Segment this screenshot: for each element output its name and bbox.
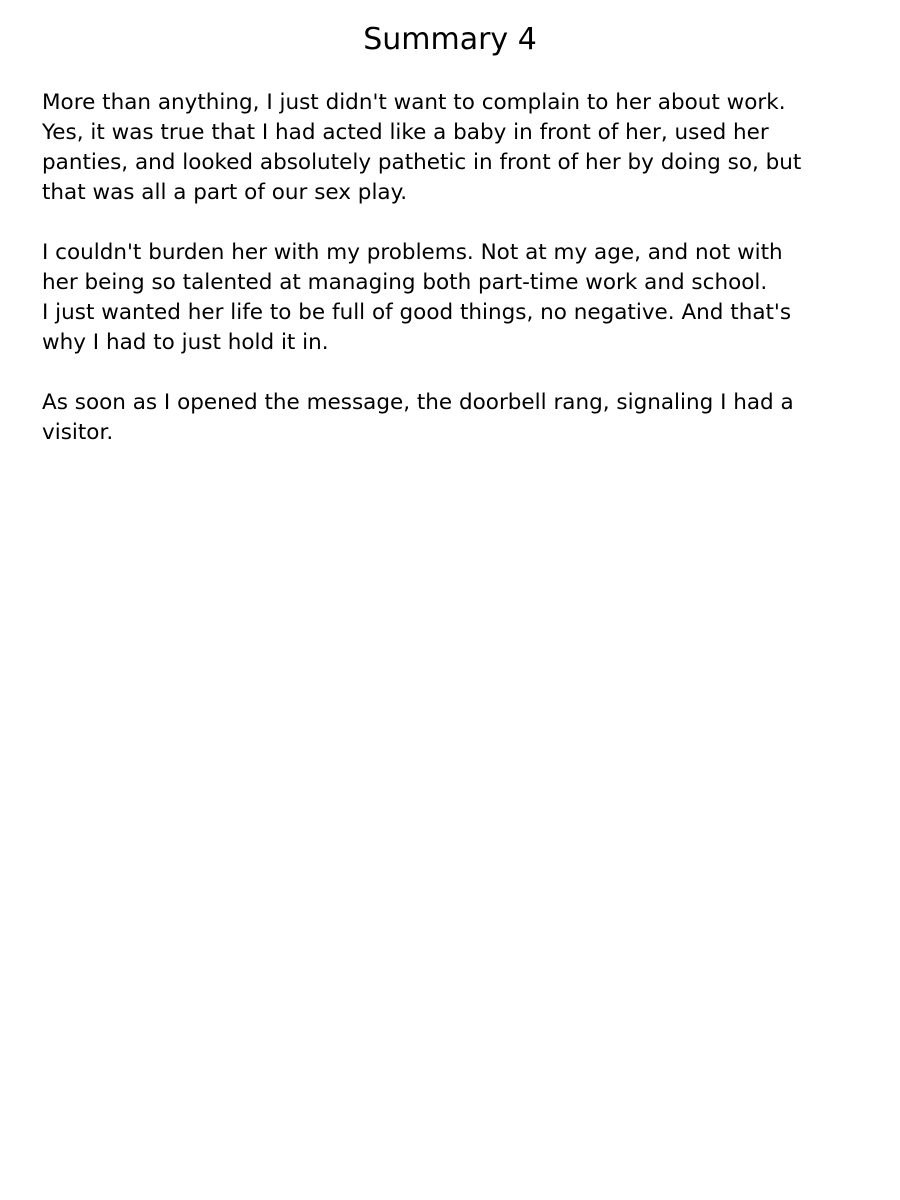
page-title: Summary 4 <box>363 22 537 57</box>
text-line: I just wanted her life to be full of good things, no negative. And that's <box>42 300 792 325</box>
text-line: More than anything, I just didn't want to complain to her about work. <box>42 90 786 115</box>
text-line: why I had to just hold it in. <box>42 330 329 355</box>
text-line: visitor. <box>42 420 114 445</box>
paragraph-1 <box>42 88 872 208</box>
paragraph-3 <box>42 388 872 448</box>
text-line: panties, and looked absolutely pathetic in front of her by doing so, but <box>42 150 802 175</box>
text-line: that was all a part of our sex play. <box>42 180 408 205</box>
paragraph-2 <box>42 238 872 358</box>
text-line: Yes, it was true that I had acted like a baby in front of her, used her <box>42 120 769 145</box>
text-line: her being so talented at managing both part-time work and school. <box>42 270 768 295</box>
text-line: As soon as I opened the message, the doorbell rang, signaling I had a <box>42 390 794 415</box>
text-line: I couldn't burden her with my problems. Not at my age, and not with <box>42 240 783 265</box>
body-text <box>42 88 872 478</box>
